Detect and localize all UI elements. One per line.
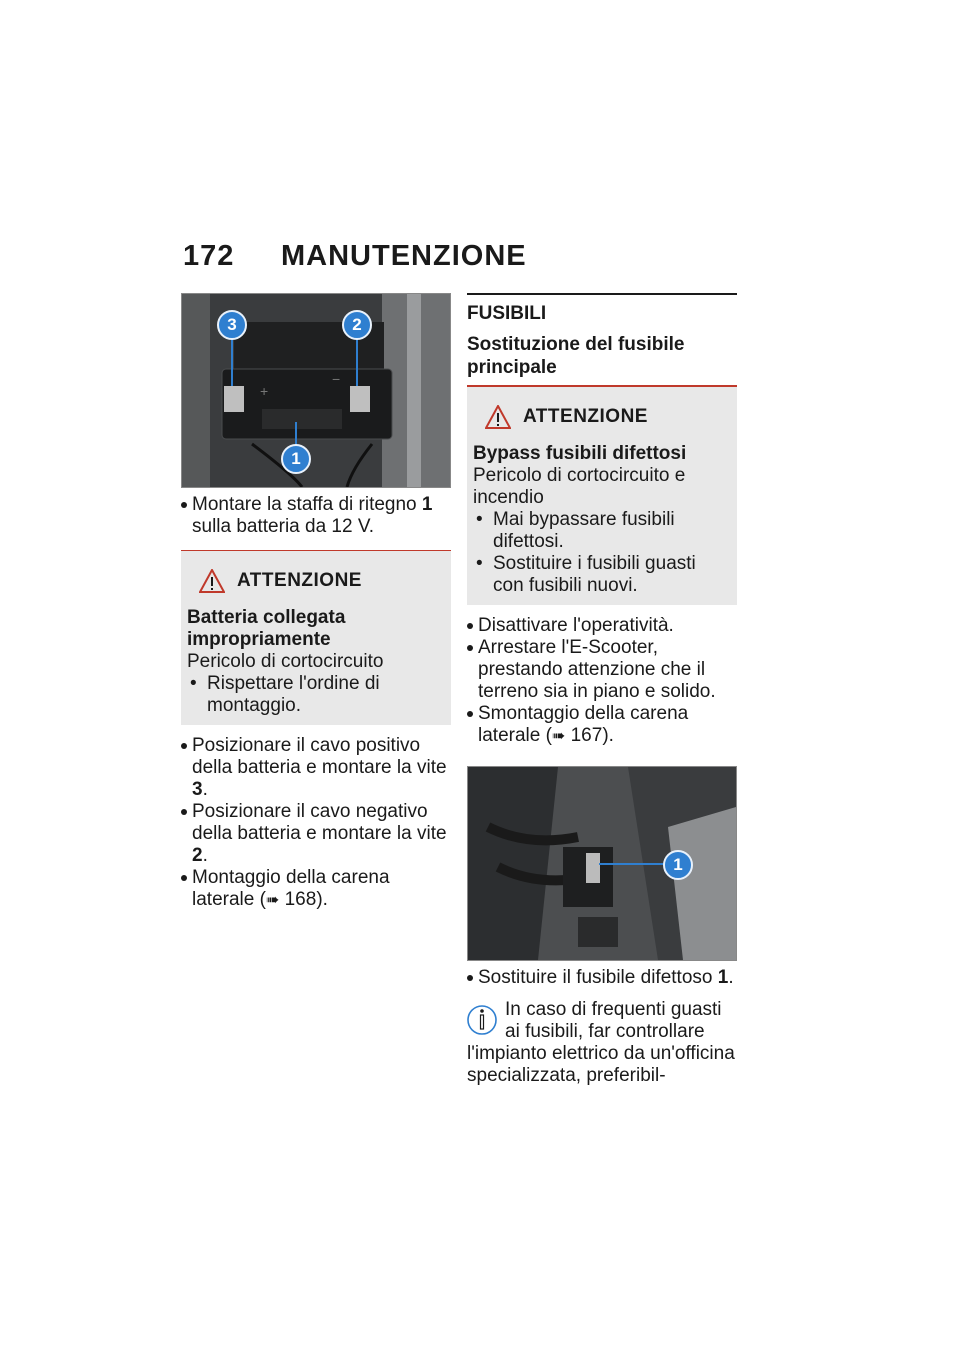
minus-sign: −	[332, 371, 341, 387]
section-title: MANUTENZIONE	[281, 240, 527, 272]
info-note	[467, 999, 737, 1087]
warning-risk: Pericolo di cortocircuito	[187, 651, 384, 672]
warning-triangle-icon	[485, 405, 511, 429]
page-number: 172	[183, 240, 235, 272]
warning-title: ATTENZIONE	[237, 570, 362, 591]
battery-figure	[181, 293, 451, 488]
left-column	[181, 293, 451, 912]
step-deactivate: Disattivare l'operatività.	[467, 615, 737, 637]
warning-box-battery	[181, 550, 451, 725]
section-rule	[467, 293, 737, 295]
plus-sign: +	[260, 383, 269, 399]
warning-triangle-icon	[199, 569, 225, 593]
info-icon	[467, 1001, 497, 1039]
step-stop-scooter: Arrestare l'E-Scooter, prestando attenzione che il terreno sia in piano e solido.	[467, 637, 737, 703]
step-install-bracket: Montare la staffa di ritegno 1 sulla batteria da 12 V.	[181, 494, 451, 538]
ref-1: 1	[421, 494, 433, 515]
warning-box-fuses	[467, 386, 737, 605]
callout-1: 1	[663, 850, 693, 880]
callout-2: 2	[342, 310, 372, 340]
step-mount-fairing: Montaggio della carena laterale (➠ 168).	[181, 867, 451, 912]
page-ref-link[interactable]: 168	[279, 889, 317, 910]
step-remove-fairing: Smontaggio della carena laterale (➠ 167).	[467, 703, 737, 748]
warning-head	[485, 405, 731, 429]
warning-heading: Bypass fusibili difettosi	[473, 443, 687, 464]
warning-title: ATTENZIONE	[523, 406, 648, 427]
warning-item: • Rispettare l'ordine di montaggio.	[187, 673, 445, 717]
callout-3: 3	[217, 310, 247, 340]
step-positive-cable: Posizionare il cavo positivo della batteria e montare la vite 3.	[181, 735, 451, 801]
info-text: In caso di frequenti guasti ai fusibili, far controllare l'impianto elettrico da un'officina specializzata, preferibil-	[467, 999, 735, 1086]
page-header	[183, 240, 527, 273]
fuse-figure	[467, 766, 737, 961]
step-negative-cable: Posizionare il cavo negativo della batteria e montare la vite 2.	[181, 801, 451, 867]
warning-item: • Sostituire i fusibili guasti con fusibili nuovi.	[473, 553, 731, 597]
step-replace-fuse: Sostituire il fusibile difettoso 1.	[467, 967, 737, 989]
page-ref-link[interactable]: 167	[565, 725, 603, 746]
fuses-section-title: FUSIBILI	[467, 303, 547, 324]
warning-heading: Batteria collegata impropriamente	[187, 607, 346, 650]
callout-1: 1	[281, 444, 311, 474]
warning-head	[199, 569, 445, 593]
warning-item: • Mai bypassare fusibili difettosi.	[473, 509, 731, 553]
fuse-replacement-subtitle: Sostituzione del fusibile principale	[467, 334, 685, 378]
right-column	[467, 293, 737, 1087]
warning-risk: Pericolo di cortocircuito e incendio	[473, 465, 686, 508]
page-ref-arrow-icon: ➠	[265, 892, 280, 909]
page-ref-arrow-icon: ➠	[551, 728, 566, 745]
